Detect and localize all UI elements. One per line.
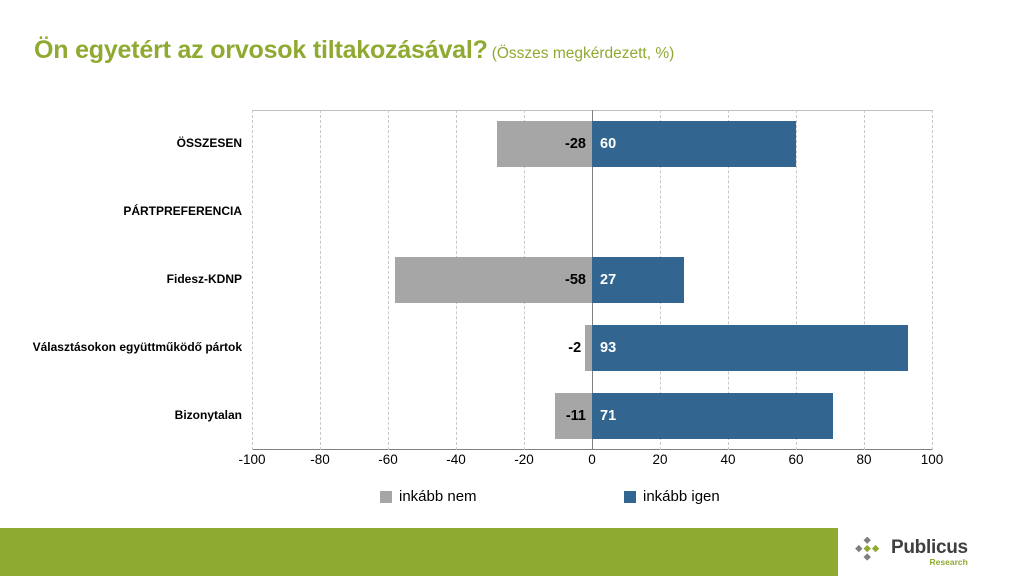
category-label: Bizonytalan <box>174 408 242 422</box>
value-axis-tick-label: 100 <box>920 452 944 467</box>
value-axis-tick-label: -80 <box>310 452 330 467</box>
category-label: ÖSSZESEN <box>176 136 242 150</box>
logo-wordmark <box>891 538 968 567</box>
value-axis-tick-label: -60 <box>378 452 398 467</box>
logo-name-text: Publicus <box>891 536 968 558</box>
value-axis-tick-label: 20 <box>652 452 668 467</box>
value-axis-tick-label: 80 <box>856 452 872 467</box>
category-axis-labels <box>0 110 242 450</box>
value-axis-tick-label: 0 <box>588 452 596 467</box>
gridline <box>932 110 933 450</box>
bar-group <box>252 257 932 303</box>
legend-color-swatch <box>624 491 636 503</box>
legend-item[interactable] <box>380 488 477 505</box>
bar-value-label-nem: -11 <box>565 408 586 424</box>
value-axis-tick-label: -20 <box>514 452 534 467</box>
bar-group <box>252 189 932 235</box>
legend-item[interactable] <box>624 488 720 505</box>
bar-value-label-nem: -2 <box>568 340 582 356</box>
value-axis-labels <box>238 452 944 474</box>
bar-group <box>252 121 932 167</box>
publicus-diamond-icon <box>852 537 882 567</box>
bar-value-label-nem: -28 <box>565 136 586 152</box>
bar-inkabb-igen[interactable] <box>592 121 796 167</box>
legend-label: inkább igen <box>643 488 720 505</box>
logo-tagline-text: Research <box>929 556 968 567</box>
legend-label: inkább nem <box>399 488 477 505</box>
value-axis-tick-label: -40 <box>446 452 466 467</box>
bar-value-label-igen: 71 <box>600 408 617 424</box>
bar-value-label-igen: 60 <box>600 136 617 152</box>
bar-value-label-igen: 93 <box>600 340 617 356</box>
value-axis-tick-label: -100 <box>238 452 266 467</box>
bar-value-label-nem: -58 <box>565 272 586 288</box>
bar-inkabb-igen[interactable] <box>592 325 908 371</box>
legend-color-swatch <box>380 491 392 503</box>
bar-group <box>252 393 932 439</box>
value-axis-tick-label: 60 <box>788 452 804 467</box>
category-label: Fidesz-KDNP <box>166 272 242 286</box>
chart-legend <box>252 488 932 514</box>
page-title <box>34 36 674 65</box>
category-label: PÁRTPREFERENCIA <box>123 204 242 218</box>
title-main-text: Ön egyetért az orvosok tiltakozásával? <box>34 36 488 64</box>
value-axis-tick-label: 40 <box>720 452 736 467</box>
bar-inkabb-igen[interactable] <box>592 393 833 439</box>
brand-logo <box>838 528 1024 576</box>
chart-container <box>0 96 1024 516</box>
title-subtitle-text: (Összes megkérdezett, %) <box>491 45 675 62</box>
bar-group <box>252 325 932 371</box>
bar-inkabb-nem[interactable] <box>585 325 592 371</box>
plot-area <box>252 110 932 450</box>
category-label: Választásokon együttműködő pártok <box>32 340 242 354</box>
bar-value-label-igen: 27 <box>600 272 617 288</box>
